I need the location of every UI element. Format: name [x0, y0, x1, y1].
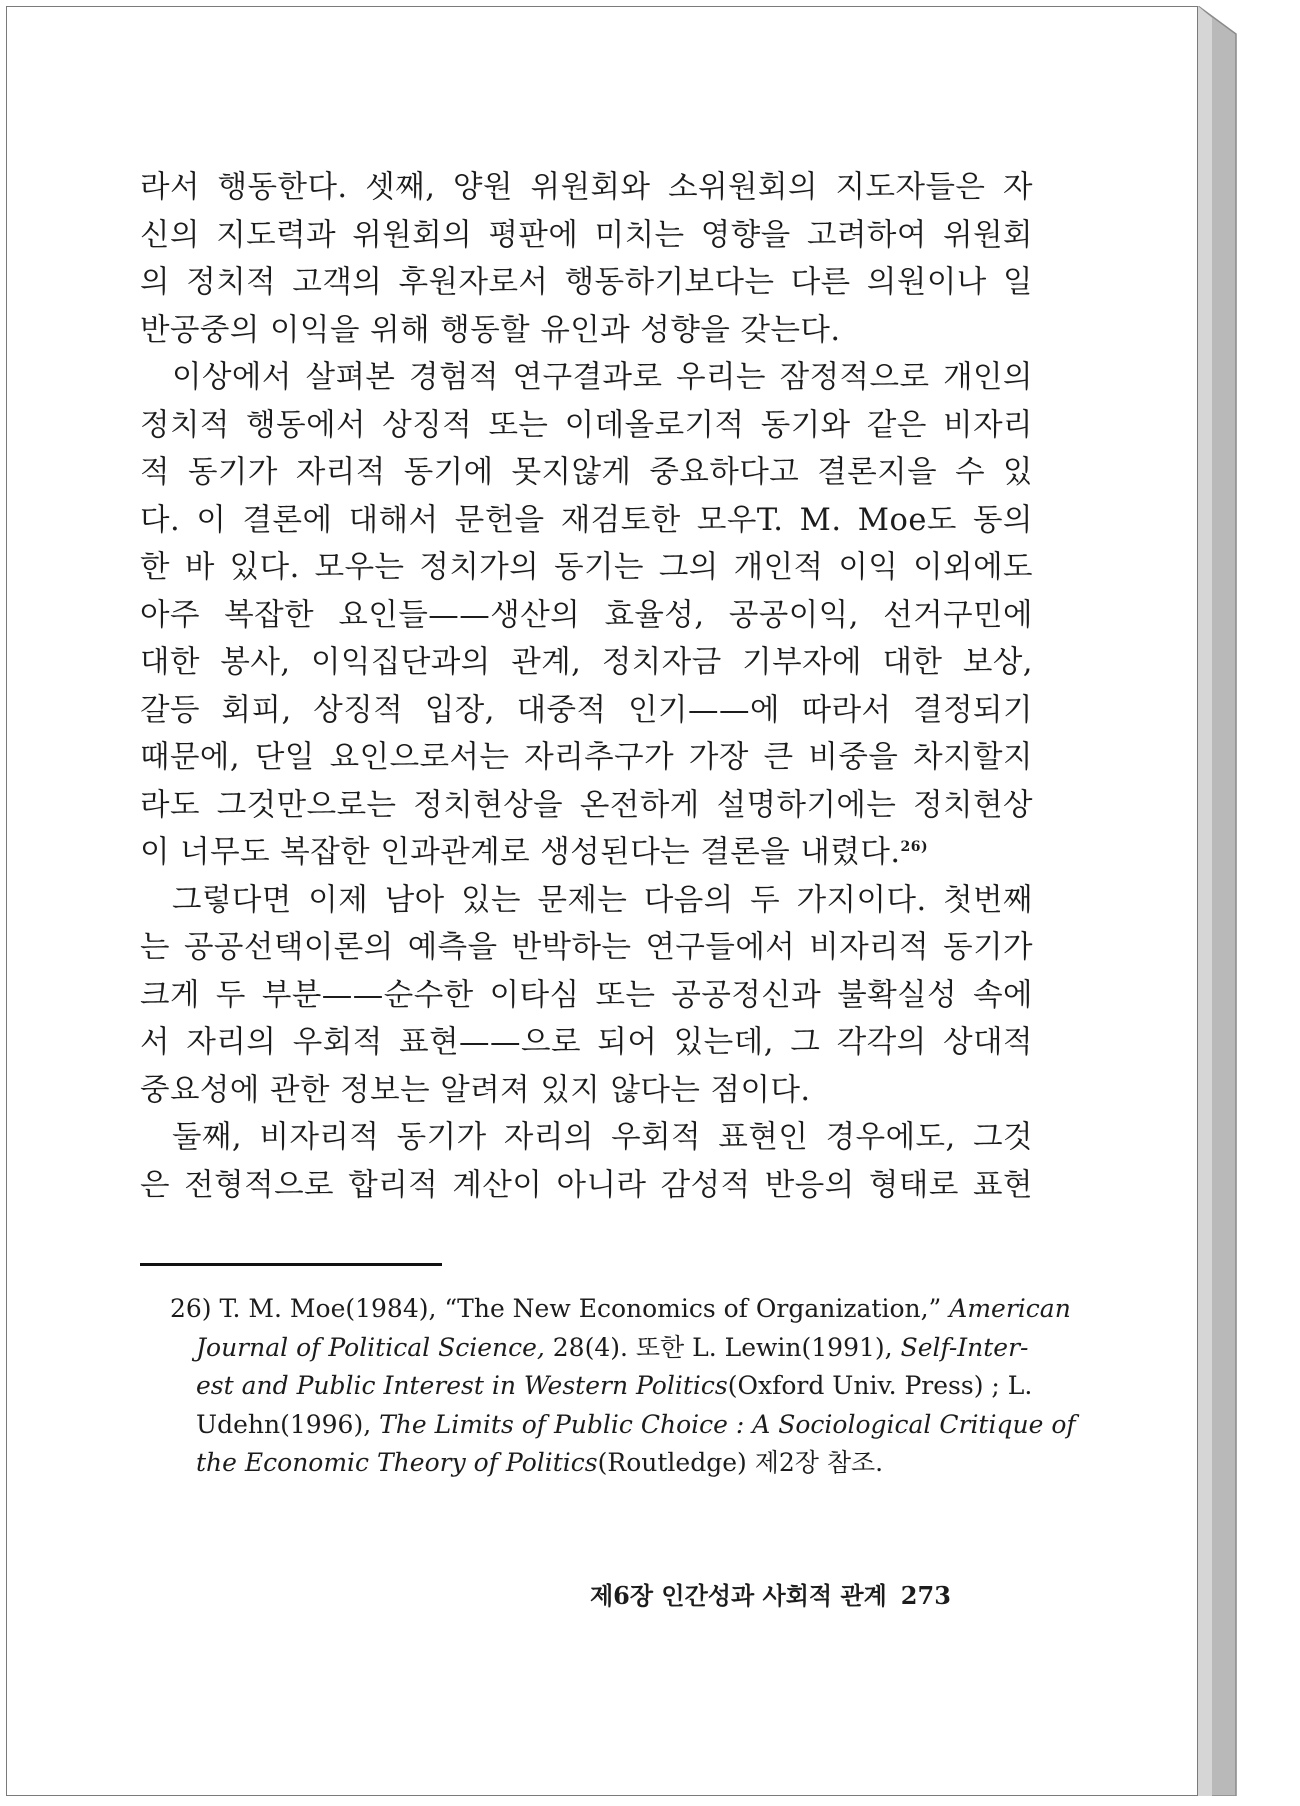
body-line: 적 동기가 자리적 동기에 못지않게 중요하다고 결론지을 수 있	[140, 455, 1033, 490]
footnote-line: 26) T. M. Moe(1984), “The New Economics of Organization,” American	[170, 1294, 1071, 1323]
footnote-line: est and Public Interest in Western Politics(Oxford Univ. Press) ; L.	[196, 1371, 1033, 1400]
body-line: 신의 지도력과 위원회의 평판에 미치는 영향을 고려하여 위원회	[140, 217, 1033, 253]
running-footer	[590, 1576, 1010, 1611]
body-line: 중요성에 관한 정보는 알려져 있지 않다는 점이다.	[140, 1072, 811, 1108]
footnote-number: 26)	[170, 1294, 212, 1323]
body-line: 서 자리의 우회적 표현——으로 되어 있는데, 그 각각의 상대적	[140, 1025, 1033, 1060]
body-line: 이 너무도 복잡한 인과관계로 생성된다는 결론을 내렸다.$^{26)}$	[140, 835, 929, 870]
body-text	[140, 164, 1033, 1209]
body-line: 한 바 있다. 모우는 정치가의 동기는 그의 개인적 이익 이외에도	[140, 550, 1033, 585]
body-line: 때문에, 단일 요인으로서는 자리추구가 가장 큰 비중을 차지할지	[140, 740, 1033, 775]
body-line: 반공중의 이익을 위해 행동할 유인과 성향을 갖는다.	[140, 312, 841, 348]
footnote-line: Journal of Political Science, 28(4). 또한 L. Lewin(1991), Self-Inter-	[196, 1332, 1029, 1362]
footnote	[170, 1290, 1076, 1483]
body-line: 이상에서 살펴본 경험적 연구결과로 우리는 잠정적으로 개인의	[172, 360, 1033, 395]
page-edge-shadow	[1198, 6, 1238, 1796]
body-line: 는 공공선택이론의 예측을 반박하는 연구들에서 비자리적 동기가	[140, 930, 1033, 965]
body-line: 은 전형적으로 합리적 계산이 아니라 감성적 반응의 형태로 표현	[140, 1167, 1033, 1203]
footnote-line: Udehn(1996), The Limits of Public Choice : A Sociological Critique of	[196, 1409, 1076, 1439]
footnote-reference: 26)	[900, 838, 929, 855]
body-line: 크게 두 부분——순수한 이타심 또는 공공정신과 불확실성 속에	[140, 977, 1033, 1013]
body-line: 다. 이 결론에 대해서 문헌을 재검토한 모우T. M. Moe도 동의	[140, 502, 1033, 538]
body-line: 아주 복잡한 요인들——생산의 효율성, 공공이익, 선거구민에	[140, 597, 1033, 633]
body-line: 정치적 행동에서 상징적 또는 이데올로기적 동기와 같은 비자리	[140, 407, 1033, 443]
body-line: 라서 행동한다. 셋째, 양원 위원회와 소위원회의 지도자들은 자	[140, 170, 1033, 205]
page-number: 273	[900, 1581, 951, 1610]
chapter-title: 제6장 인간성과 사회적 관계	[590, 1581, 887, 1610]
body-line: 갈등 회피, 상징적 입장, 대중적 인기——에 따라서 결정되기	[140, 692, 1033, 728]
body-line: 둘째, 비자리적 동기가 자리의 우회적 표현인 경우에도, 그것	[172, 1120, 1033, 1155]
body-line: 의 정치적 고객의 후원자로서 행동하기보다는 다른 의원이나 일	[140, 265, 1033, 300]
body-line: 라도 그것만으로는 정치현상을 온전하게 설명하기에는 정치현상	[140, 787, 1033, 823]
body-line: 그렇다면 이제 남아 있는 문제는 다음의 두 가지이다. 첫번째	[172, 882, 1033, 918]
footnote-divider	[140, 1263, 442, 1266]
body-line: 대한 봉사, 이익집단과의 관계, 정치자금 기부자에 대한 보상,	[140, 645, 1033, 680]
footnote-line: the Economic Theory of Politics(Routledge) 제2장 참조.	[196, 1448, 884, 1477]
